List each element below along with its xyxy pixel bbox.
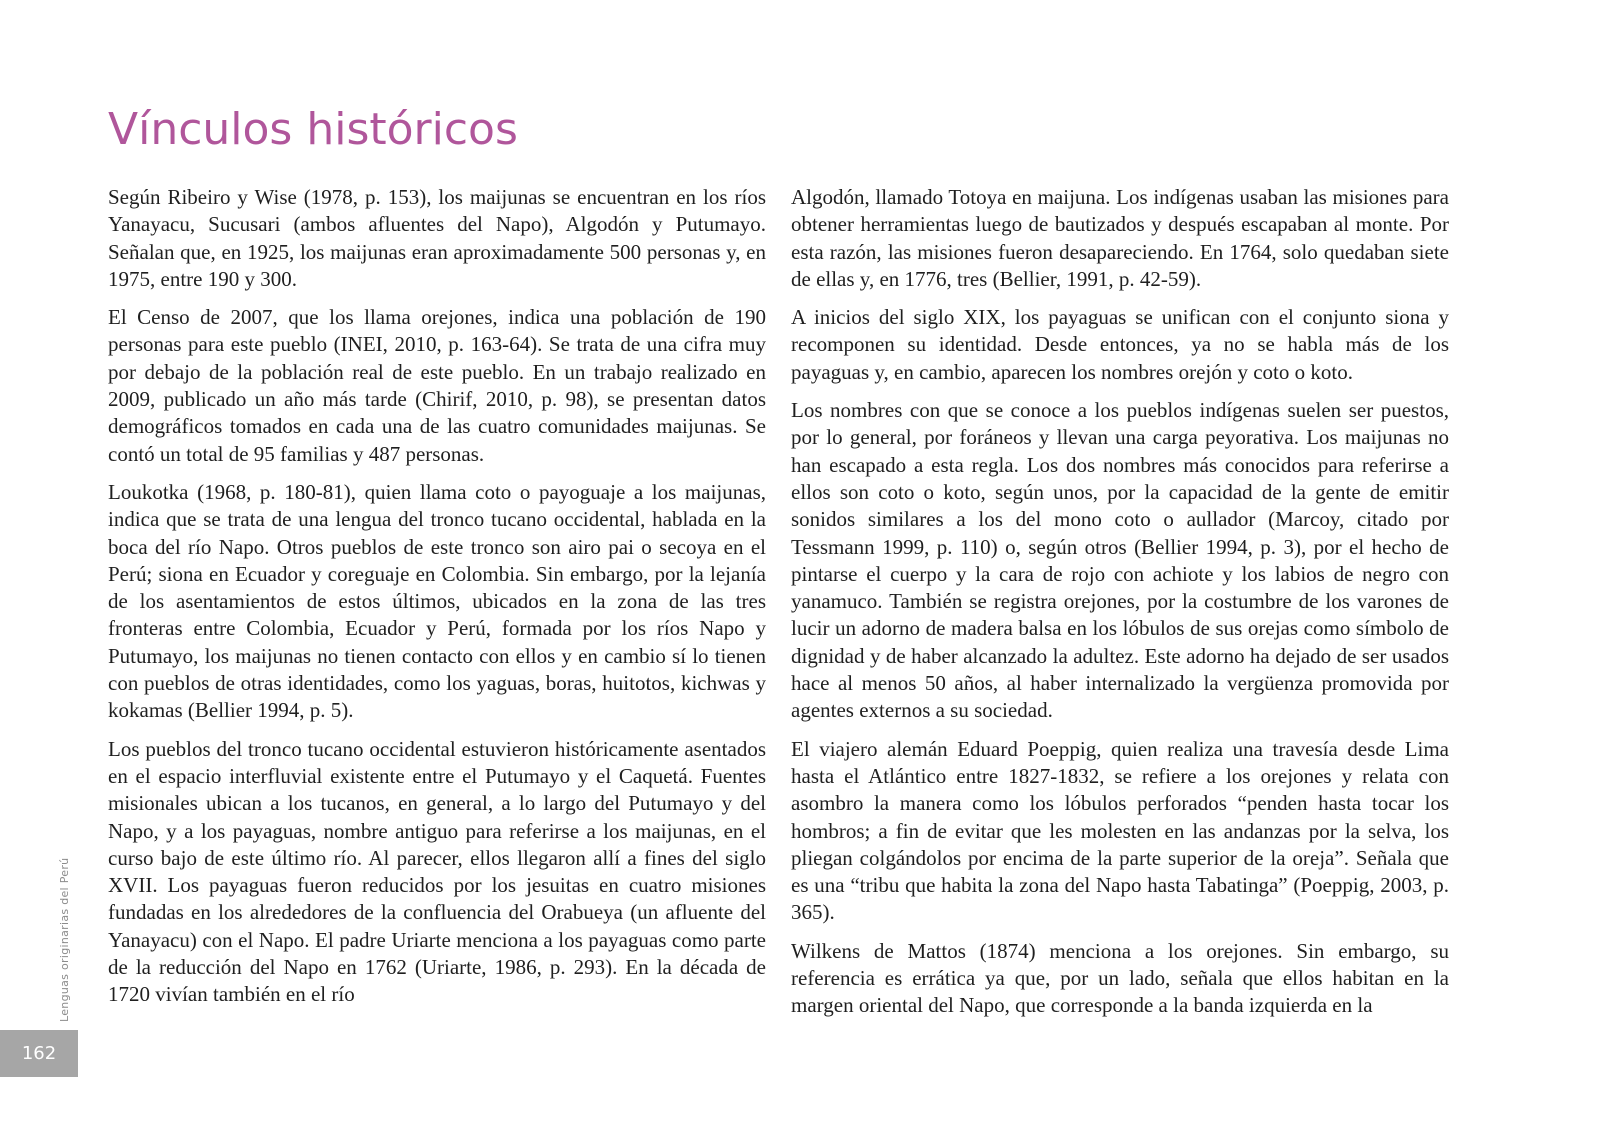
book-title-side-label: Lenguas originarias del Perú — [58, 857, 71, 1022]
page-number: 162 — [0, 1030, 78, 1077]
right-column — [791, 184, 1449, 1031]
paragraph: El viajero alemán Eduard Poeppig, quien realiza una travesía desde Lima hasta el Atlántico entre 1827-1832, se refiere a los orejones y relata con asombro la manera como los lóbulos perforados “penden hasta tocar los hombros; a fin de evitar que les molesten en las andanzas por la selva, los pliegan colgándolos por encima de la parte superior de la oreja”. Señala que es una “tribu que habita la zona del Napo hasta Tabatinga” (Poeppig, 2003, p. 365). — [791, 736, 1449, 925]
paragraph: Loukotka (1968, p. 180-81), quien llama coto o payoguaje a los maijunas, indica que se trata de una lengua del tronco tucano occidental, hablada en la boca del río Napo. Otros pueblos de este tronco son airo pai o secoya en el Perú; siona en Ecuador y coreguaje en Colombia. Sin embargo, por la lejanía de los asentamientos de estos últimos, ubicados en la zona de las tres fronteras entre Colombia, Ecuador y Perú, formada por los ríos Napo y Putumayo, los maijunas no tienen contacto con ellos y en cambio sí lo tienen con pueblos de otras identidades, como los yaguas, boras, huitotos, kichwas y kokamas (Bellier 1994, p. 5). — [108, 479, 766, 723]
paragraph: Algodón, llamado Totoya en maijuna. Los indígenas usaban las misiones para obtener herramientas luego de bautizados y después escapaban al monte. Por esta razón, las misiones fueron desapareciendo. En 1764, solo quedaban siete de ellas y, en 1776, tres (Bellier, 1991, p. 42-59). — [791, 185, 1449, 291]
paragraph: Los pueblos del tronco tucano occidental estuvieron históricamente asentados en el espacio interfluvial existente entre el Putumayo y el Caquetá. Fuentes misionales ubican a los tucanos, en general, a lo largo del Putumayo y del Napo, y a los payaguas, nombre antiguo para referirse a los maijunas, en el curso bajo de este último río. Al parecer, ellos llegaron allí a fines del siglo XVII. Los payaguas fueron reducidos por los jesuitas en cuatro misiones fundadas en los alrededores de la confluencia del Orabueya (un afluente del Yanayacu) con el Napo. El padre Uriarte menciona a los payaguas como parte de la reducción del Napo en 1762 (Uriarte, 1986, p. 293). En la década de 1720 vivían también en el río — [108, 736, 766, 1007]
paragraph: Los nombres con que se conoce a los pueblos indígenas suelen ser puestos, por lo general, por foráneos y llevan una carga peyorativa. Los maijunas no han escapado a esta regla. Los dos nombres más conocidos para referirse a ellos son coto o koto, según unos, por la capacidad de la gente de emitir sonidos similares a los del mono coto o aullador (Marcoy, citado por Tessmann 1999, p. 110) o, según otros (Bellier 1994, p. 3), por el hecho de pintarse el cuerpo y la cara de rojo con achiote y los labios de negro con yanamuco. También se registra orejones, por la costumbre de los varones de lucir un adorno de madera balsa en los lóbulos de sus orejas como símbolo de dignidad y de haber alcanzado la adultez. Este adorno ha dejado de ser usados hace al menos 50 años, al haber internalizado la vergüenza promovida por agentes externos a su sociedad. — [791, 398, 1449, 723]
paragraph: Wilkens de Mattos (1874) menciona a los orejones. Sin embargo, su referencia es errática ya que, por un lado, señala que ellos habitan en la margen oriental del Napo, que corresponde a la banda izquierda en la — [791, 938, 1449, 1018]
paragraph: El Censo de 2007, que los llama orejones, indica una población de 190 personas para este pueblo (INEI, 2010, p. 163-64). Se trata de una cifra muy por debajo de la población real de este pueblo. En un trabajo realizado en 2009, publicado un año más tarde (Chirif, 2010, p. 98), se presentan datos demográficos tomados en cada una de las cuatro comunidades maijunas. Se contó un total de 95 familias y 487 personas. — [108, 305, 766, 466]
page-title: Vínculos históricos — [108, 104, 518, 155]
paragraph: A inicios del siglo XIX, los payaguas se unifican con el conjunto siona y recomponen su identidad. Desde entonces, ya no se habla más de los payaguas y, en cambio, aparecen los nombres orejón y coto o koto. — [791, 305, 1449, 384]
paragraph: Según Ribeiro y Wise (1978, p. 153), los maijunas se encuentran en los ríos Yanayacu, Sucusari (ambos afluentes del Napo), Algodón y Putumayo. Señalan que, en 1925, los maijunas eran aproximadamente 500 personas y, en 1975, entre 190 y 300. — [108, 185, 766, 291]
left-column — [108, 184, 766, 1020]
